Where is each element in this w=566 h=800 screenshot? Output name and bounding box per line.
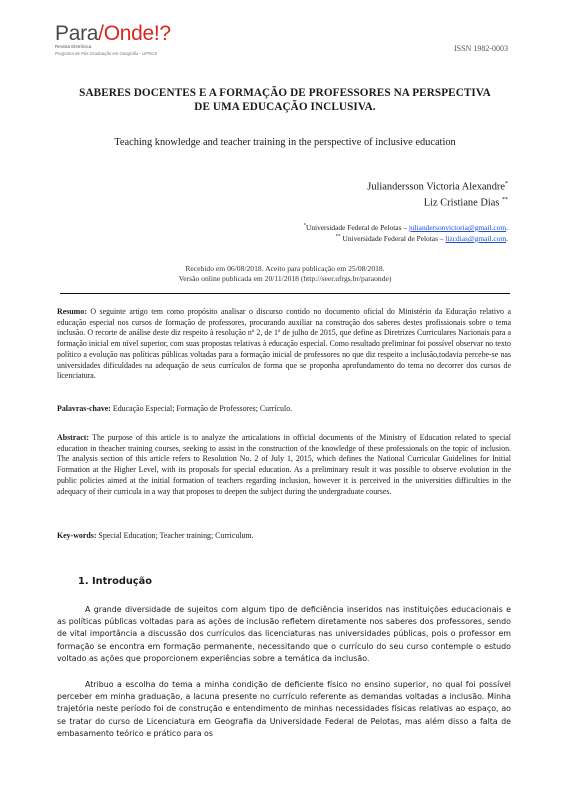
article-subtitle: Teaching knowledge and teacher training in the perspective of inclusive education (114, 137, 456, 148)
intro-paragraph-1: A grande diversidade de sujeitos com algum tipo de deficiência inseridos nas instituições educacionais e as políticas públicas voltadas para as ações de inclusão refletem diretamente nos saberes dos professores, sendo de vital importância a discussão dos currículos das licenciaturas nas universidades públicas, pois o professor em formação se encontra em formação permanente, necessitando que o currículo do seu curso contemple o estudo voltado as ações que proporcionem experiências sobre a temática da inclusão. (57, 605, 511, 663)
intro-paragraph-2: Atribuo a escolha do tema a minha condição de deficiente físico no ensino superior, no qual foi possível perceber em minha graduação, a lacuna presente no currículo referente as demandas voltadas a inclusão. Minha trajetória neste período foi de construção e entendimento de minhas necessidades físicas relativas ao espaço, ao se tratar do curso de Licenciatura em Geografia da Universidade Federal de Pelotas, mas além disso a falta de embasamento teórico e prático para os (57, 680, 511, 738)
logo-subtitle: Revista Eletrônica (55, 44, 92, 49)
affiliation-2: ** Universidade Federal de Pelotas – lizcdias@gmail.com. (335, 234, 508, 243)
article-title: SABERES DOCENTES E A FORMAÇÃO DE PROFESSORES NA PERSPECTIVA DE UMA EDUCAÇÃO INCLUSIVA. (79, 87, 491, 113)
logo-wordmark: Para/Onde!? (55, 22, 171, 45)
journal-logo (55, 22, 185, 70)
section-heading-introducao: 1. Introdução (78, 576, 152, 587)
issn-label: ISSN 1982-0003 (453, 44, 508, 53)
abstract-paragraph: Abstract: The purpose of this article is to analyze the articalations in official documents of the Ministry of Education related to special education in theacher training courses, seeking to assist in the construction of the knowledge of these professionals on the topic of inclusion. The analysis section of this article refers to Resolution No. 2 of July 1, 2015, which defines the National Curricular Guidelines for Initial Formation at the Higher Level, with its proposals for special education. As a preliminary result it was possible to observe evolution in the public policies aimed at the initial formation of teachers regarding inclusion, however it is perceived in the universities difficulties in the adequacy of their curricula in a way that proposes to deepen the subject during the undergraduate courses. (57, 433, 511, 496)
keywords: Key-words: Special Education; Teacher training; Curriculum. (57, 531, 254, 540)
divider-rule (60, 293, 510, 294)
author-2-email-link[interactable]: lizcdias@gmail.com (445, 234, 507, 243)
logo-program: Programa de Pós-Graduação em Geografia · UFRGS (55, 51, 158, 56)
author-1: Juliandersson Victoria Alexandre* (367, 181, 508, 193)
affiliation-1: *Universidade Federal de Pelotas – juliandersonvictoria@gmail.com. (303, 223, 508, 232)
publication-dates: Recebido em 06/08/2018. Aceito para publicação em 25/08/2018. Versão online publicada em 20/11/2018 (http://seer.ufrgs.br/paraonde) (178, 264, 392, 283)
resumo-paragraph: Resumo: O seguinte artigo tem como propósito analisar o discurso contido no documento oficial do Ministério da Educação relativo a educação especial nos cursos de formação de professores, procurando auxiliar na construção dos saberes destes profissionais sobre o tema inclusão. O recorte de análise deste diz respeito à resolução nº 2, de 1º de julho de 2015, que define as Diretrizes Curriculares Nacionais para a formação inicial em nível superior, com suas propostas relativas à educação especial. Como resultado preliminar foi possível observar no texto político a evolução nas políticas públicas voltadas para a formação inicial de professores no que diz respeito a inclusão,todavia percebe-se nas universidades dificuldades na adequação de seus currículos de forma que se proponha aprofundamento do tema no decorrer dos cursos de licenciatura. (57, 307, 511, 381)
palavras-chave: Palavras-chave: Educação Especial; Formação de Professores; Currículo. (57, 404, 293, 413)
author-1-email-link[interactable]: juliandersonvictoria@gmail.com (408, 223, 507, 232)
author-2: Liz Cristiane Dias ** (423, 197, 508, 209)
